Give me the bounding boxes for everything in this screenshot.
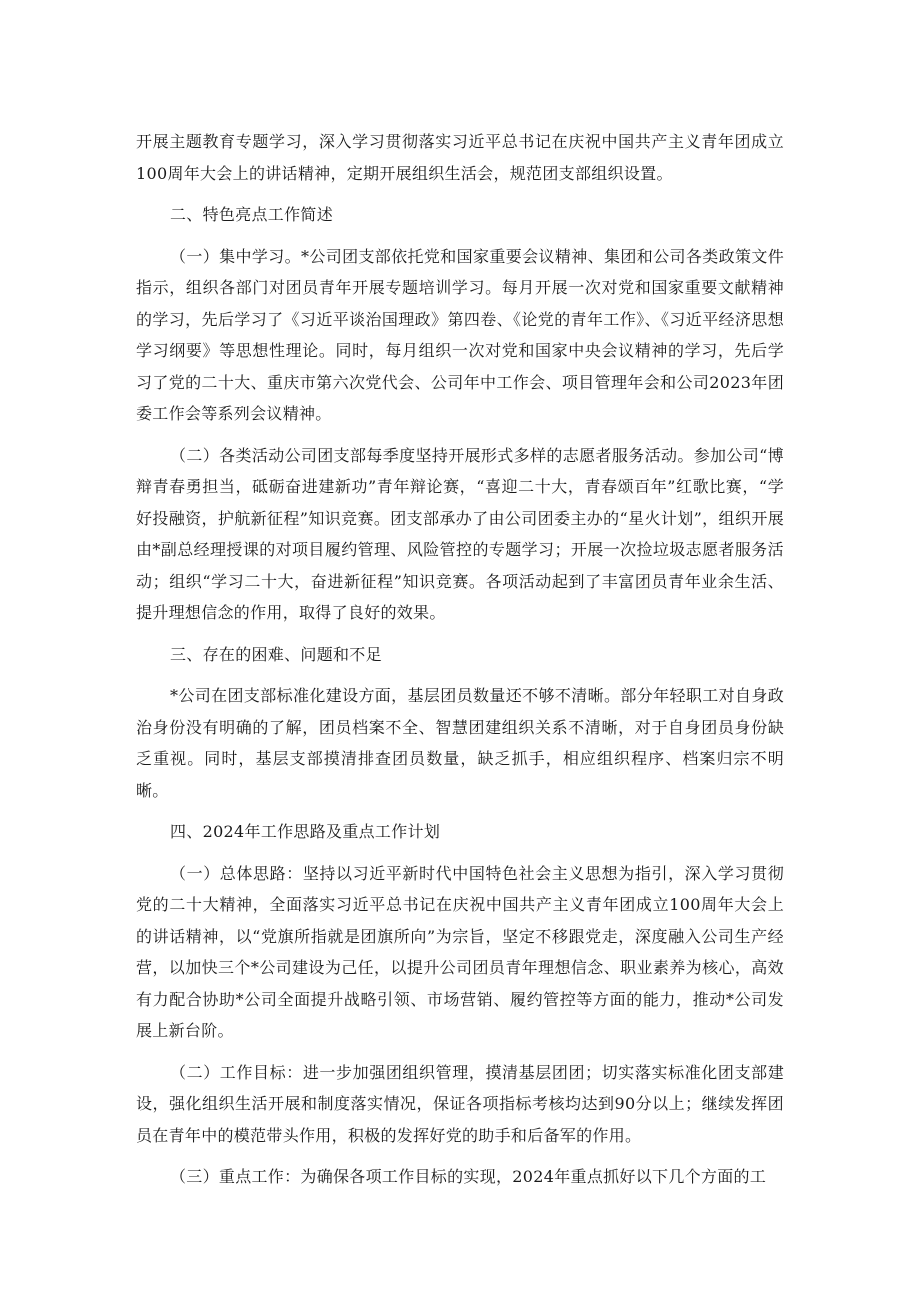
document-body xyxy=(136,126,784,1203)
section-heading-2: 二、特色亮点工作简述 xyxy=(170,205,334,224)
section-heading-3: 三、存在的困难、问题和不足 xyxy=(170,644,382,664)
paragraph-intro-continuation: 开展主题教育专题学习，深入学习贯彻落实习近平总书记在庆祝中国共产主义青年团成立100周年大会上的讲话精神，定期开展组织生活会，规范团支部组织设置。 xyxy=(136,132,784,183)
paragraph-work-goals: （二）工作目标：进一步加强团组织管理，摸清基层团团；切实落实标准化团支部建设，强化组织生活开展和制度落实情况，保证各项指标考核均达到90分以上；继续发挥团员在青年中的模范带头作用，积极的发挥好党的助手和后备军的作用。 xyxy=(136,1062,784,1145)
paragraph-focused-study: （一）集中学习。*公司团支部依托党和国家重要会议精神、集团和公司各类政策文件指示，组织各部门对团员青年开展专题培训学习。每月开展一次对党和国家重要文献精神的学习，先后学习了《习近平谈治国理政》第四卷、《论党的青年工作》、《习近平经济思想学习纲要》等思想性理论。同时，每月组织一次对党和国家中央会议精神的学习，先后学习了党的二十大、重庆市第六次党代会、公司年中工作会、项目管理年会和公司2023年团委工作会等系列会议精神。 xyxy=(136,246,784,423)
paragraph-problems: *公司在团支部标准化建设方面，基层团员数量还不够不清晰。部分年轻职工对自身政治身份没有明确的了解，团员档案不全、智慧团建组织关系不清晰，对于自身团员身份缺乏重视。同时，基层支部摸清排查团员数量，缺乏抓手，相应组织程序、档案归宗不明晰。 xyxy=(136,686,784,800)
section-heading-4: 四、2024年工作思路及重点工作计划 xyxy=(170,822,441,841)
paragraph-key-work: （三）重点工作：为确保各项工作目标的实现，2024年重点抓好以下几个方面的工 xyxy=(170,1167,767,1186)
paragraph-activities: （二）各类活动公司团支部每季度坚持开展形式多样的志愿者服务活动。参加公司“博辩青春勇担当，砥砺奋进建新功”青年辩论赛，“喜迎二十大，青春颂百年”红歌比赛，“学好投融资，护航新征程”知识竞赛。团支部承办了由公司团委主办的“星火计划”，组织开展由*副总经理授课的对项目履约管理、风险管控的专题学习；开展一次捡垃圾志愿者服务活动；组织“学习二十大，奋进新征程”知识竞赛。各项活动起到了丰富团员青年业余生活、提升理想信念的作用，取得了良好的效果。 xyxy=(136,445,784,622)
paragraph-overall-approach: （一）总体思路：坚持以习近平新时代中国特色社会主义思想为指引，深入学习贯彻党的二十大精神，全面落实习近平总书记在庆祝中国共产主义青年团成立100周年大会上的讲话精神，以“党旗所指就是团旗所向”为宗旨，坚定不移跟党走，深度融入公司生产经营，以加快三个*公司建设为己任，以提升公司团员青年理想信念、职业素养为核心，高效有力配合协助*公司全面提升战略引领、市场营销、履约管控等方面的能力，推动*公司发展上新台阶。 xyxy=(136,863,784,1040)
